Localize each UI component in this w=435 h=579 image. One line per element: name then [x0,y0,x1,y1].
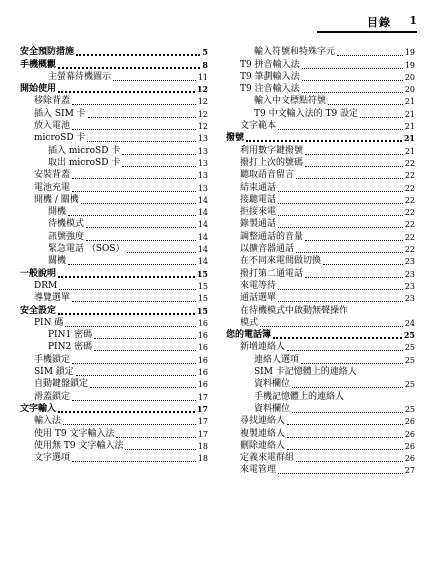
toc-entry-label: 開機 [48,207,67,218]
toc-entry[interactable] [226,403,415,415]
toc-entry-page: 22 [404,195,415,205]
toc-leader-dots [305,277,403,278]
toc-leader-dots [296,461,403,462]
toc-entry-label: 錄製通話 [240,219,277,230]
toc-entry-page: 26 [404,454,415,464]
toc-entry-page: 25 [403,330,415,341]
toc-entry[interactable] [20,341,208,353]
toc-entry[interactable] [20,403,208,415]
toc-leader-dots [296,178,403,179]
toc-entry[interactable] [226,218,415,230]
toc-entry-label: DRM [34,280,58,291]
toc-leader-dots [246,140,402,142]
toc-entry-label: SIM 鎖定 [34,367,74,378]
page-header [0,14,435,34]
toc-entry[interactable] [226,58,415,70]
toc-entry-label: PIN 碼 [34,317,64,328]
toc-entry-page: 14 [197,257,208,267]
toc-entry-label: 安全預防措施 [20,47,75,58]
toc-entry-page: 18 [197,454,208,464]
toc-entry-page: 5 [202,47,208,58]
toc-entry-page: 13 [197,158,208,168]
toc-entry-page: 21 [404,122,415,132]
toc-entry[interactable] [20,329,208,341]
toc-leader-dots [81,203,196,204]
toc-entry[interactable] [226,206,415,218]
toc-entry-label: 取出 microSD 卡 [48,157,121,168]
toc-entry-page: 22 [404,208,415,218]
toc-leader-dots [72,363,196,364]
toc-leader-dots [278,215,403,216]
toc-entry-page: 21 [403,133,415,144]
toc-leader-dots [72,104,196,105]
toc-entry-label: 模式 [240,317,259,328]
toc-entry-label: PIN1 密碼 [48,330,93,341]
toc-entry[interactable] [226,255,415,267]
toc-entry-label: 安裝背蓋 [34,170,71,181]
toc-entry-label: 尋找連絡人 [240,416,286,427]
toc-leader-dots [278,191,403,192]
toc-leader-dots [90,387,196,388]
toc-leader-dots [278,473,403,474]
toc-leader-dots [360,117,403,118]
toc-leader-dots [287,424,403,425]
toc-entry-label: 通話選單 [240,293,277,304]
toc-leader-dots [72,301,196,302]
toc-entry-page: 21 [404,97,415,107]
toc-leader-dots [76,375,196,376]
toc-entry-page: 25 [404,343,415,353]
toc-entry-page: 12 [197,122,208,132]
toc-leader-dots [273,337,402,339]
toc-entry-page: 23 [404,269,415,279]
toc-leader-dots [287,437,403,438]
toc-entry-label: 新增連絡人 [240,342,286,353]
toc-entry-label: 導覽選單 [34,293,71,304]
toc-entry-page: 22 [404,171,415,181]
toc-entry[interactable] [226,378,415,390]
toc-entry-label: 自動鍵盤鎖定 [34,379,89,390]
toc-column-right [226,46,415,476]
toc-entry[interactable] [226,243,415,255]
toc-leader-dots [337,55,403,56]
toc-entry[interactable] [226,157,415,169]
toc-leader-dots [68,264,196,265]
toc-entry[interactable] [226,427,415,439]
toc-entry[interactable] [20,378,208,390]
toc-entry[interactable] [20,452,208,464]
toc-entry-page: 14 [197,208,208,218]
toc-entry[interactable] [20,132,208,144]
toc-entry[interactable] [226,341,415,353]
toc-entry-label: 調整通話的音量 [240,231,304,242]
toc-entry-page: 25 [404,355,415,365]
toc-leader-dots [305,240,403,241]
toc-entry-label: 連絡人選項 [254,354,300,365]
toc-entry-label: 一般說明 [20,268,57,279]
toc-entry-label: 電池充電 [34,182,71,193]
toc-entry-page: 22 [404,158,415,168]
toc-entry[interactable] [20,157,208,169]
toc-entry-label: PIN2 密碼 [48,342,93,353]
toc-leader-dots [72,178,196,179]
toc-entry[interactable] [20,71,208,83]
toc-entry[interactable] [20,194,208,206]
toc-entry-label: 文字範本 [240,121,277,132]
toc-entry[interactable] [226,71,415,83]
toc-entry-label: 插入 microSD 卡 [48,145,121,156]
toc-entry-label: 安全設定 [20,305,57,316]
toc-entry[interactable] [226,415,415,427]
toc-entry-page: 17 [196,403,208,414]
toc-entry[interactable] [226,292,415,304]
toc-entry[interactable] [20,206,208,218]
toc-leader-dots [323,264,403,265]
toc-entry-page: 17 [197,392,208,402]
toc-entry[interactable] [20,280,208,292]
toc-entry-label: 拒接來電 [240,207,277,218]
toc-leader-dots [302,68,403,69]
toc-entry[interactable] [20,304,208,316]
toc-leader-dots [116,437,195,438]
toc-entry-page: 21 [404,146,415,156]
toc-entry-page: 16 [197,380,208,390]
toc-leader-dots [296,252,403,253]
toc-entry-page: 16 [197,343,208,353]
toc-entry-page: 13 [197,183,208,193]
toc-leader-dots [260,326,403,327]
toc-leader-dots [88,117,196,118]
toc-entry[interactable] [20,255,208,267]
toc-entry-page: 20 [404,85,415,95]
toc-entry-label: 利用數字鍵撥號 [240,145,304,156]
toc-entry-label: 接聽電話 [240,194,277,205]
toc-leader-dots [292,412,403,413]
toc-entry[interactable] [20,46,208,58]
toc-entry-page: 14 [197,245,208,255]
toc-entry[interactable] [20,353,208,365]
toc-entry-label: 放入電池 [34,121,71,132]
toc-leader-dots [58,276,195,278]
toc-entry[interactable] [226,366,415,378]
toc-entry-page: 26 [404,441,415,451]
toc-entry-page: 23 [404,281,415,291]
toc-entry-page: 21 [404,109,415,119]
toc-entry[interactable] [20,366,208,378]
toc-entry-page: 16 [197,355,208,365]
toc-entry-label: 來電管理 [240,465,277,476]
toc-leader-dots [87,141,195,142]
toc-entry-page: 14 [197,232,208,242]
toc-entry[interactable] [226,267,415,279]
toc-entry-label: 移除背蓋 [34,96,71,107]
toc-entry[interactable] [226,390,415,402]
toc-leader-dots [287,449,403,450]
toc-leader-dots [305,154,403,155]
toc-entry[interactable] [20,427,208,439]
toc-entry-page: 27 [404,466,415,476]
toc-entry-page: 15 [197,281,208,291]
toc-entry-label: 輸入符號和特殊字元 [254,47,336,58]
toc-entry-page: 19 [404,48,415,58]
toc-entry-label: 在待機模式中啟動無聲操作 [240,305,349,316]
toc-entry-page: 22 [404,220,415,230]
toc-entry[interactable] [226,107,415,119]
toc-entry-page: 12 [197,109,208,119]
toc-entry[interactable] [20,218,208,230]
toc-entry[interactable] [20,317,208,329]
toc-leader-dots [122,166,196,167]
toc-entry-label: 待機模式 [48,219,85,230]
toc-entry-page: 23 [404,294,415,304]
toc-leader-dots [127,252,196,253]
toc-entry[interactable] [20,120,208,132]
toc-leader-dots [328,104,403,105]
toc-entry-label: 主螢幕待機圖示 [48,71,112,82]
toc-entry-label: 資料欄位 [254,403,291,414]
toc-entry-label: 聽取語音留言 [240,170,295,181]
toc-entry-label: 使用 T9 文字輸入法 [34,428,115,439]
toc-entry-label: 手機記憶體上的連絡人 [254,391,345,402]
toc-entry[interactable] [20,144,208,156]
toc-leader-dots [65,326,195,327]
toc-entry-page: 18 [197,441,208,451]
toc-entry-label: 滑蓋鎖定 [34,391,71,402]
toc-leader-dots [58,313,195,315]
toc-entry[interactable] [20,58,208,70]
toc-entry-label: 輸入中文標點符號 [254,96,327,107]
toc-entry-page: 26 [404,429,415,439]
toc-entry-page: 16 [197,368,208,378]
toc-leader-dots [302,80,403,81]
toc-entry[interactable] [226,329,415,341]
toc-entry-label: 撥號 [226,133,245,144]
toc-leader-dots [292,387,403,388]
toc-leader-dots [58,411,195,413]
toc-entry-label: T9 中文輸入法的 T9 設定 [254,108,359,119]
toc-leader-dots [72,191,196,192]
toc-leader-dots [278,301,403,302]
toc-entry[interactable] [20,181,208,193]
toc-entry[interactable] [20,230,208,242]
toc-entry-page: 15 [196,268,208,279]
toc-entry-label: 您的電話簿 [226,330,272,341]
toc-entry-label: microSD 卡 [34,133,86,144]
toc-entry-label: 在不同來電間做切換 [240,256,322,267]
toc-entry[interactable] [20,243,208,255]
toc-entry[interactable] [226,194,415,206]
toc-entry[interactable] [226,83,415,95]
page-header-title: 目錄 [367,16,391,29]
toc-entry-page: 14 [197,195,208,205]
toc-entry-page: 12 [197,97,208,107]
toc-entry[interactable] [226,464,415,476]
toc-entry-label: 緊急電話 （SOS） [48,244,125,255]
toc-leader-dots [94,338,196,339]
toc-entry[interactable] [226,181,415,193]
toc-entry[interactable] [226,144,415,156]
toc-entry[interactable] [226,353,415,365]
toc-leader-dots [125,449,195,450]
toc-entry[interactable] [20,390,208,402]
toc-entry-page: 13 [197,146,208,156]
toc-entry-label: T9 筆劃輸入法 [240,71,300,82]
toc-entry-label: 撥打第二通電話 [240,268,304,279]
toc-leader-dots [63,424,196,425]
toc-entry[interactable] [226,230,415,242]
toc-entry-page: 25 [404,404,415,414]
toc-leader-dots [72,400,196,401]
toc-entry[interactable] [226,46,415,58]
toc-leader-dots [58,91,195,93]
toc-entry[interactable] [20,107,208,119]
toc-entry-label: 刪除連絡人 [240,440,286,451]
toc-leader-dots [122,154,196,155]
toc-entry-label: 來電等待 [240,280,277,291]
toc-entry-label: 訊號強度 [48,231,85,242]
toc-leader-dots [72,129,196,130]
toc-entry[interactable] [226,452,415,464]
toc-entry-page: 14 [197,220,208,230]
toc-leader-dots [86,227,196,228]
toc-entry-page: 11 [197,72,208,82]
toc-entry-label: 結束通話 [240,182,277,193]
toc-entry-page: 17 [197,417,208,427]
toc-entry-label: 關機 [48,256,67,267]
toc-entry[interactable] [20,267,208,279]
toc-leader-dots [278,227,403,228]
toc-leader-dots [68,215,196,216]
toc-entry-page: 24 [404,318,415,328]
toc-leader-dots [301,363,403,364]
toc-entry[interactable] [226,440,415,452]
toc-entry-label: T9 拼音輸入法 [240,59,300,70]
toc-entry-label: T9 注音輸入法 [240,84,300,95]
toc-entry-page: 13 [197,171,208,181]
toc-entry-page: 13 [197,134,208,144]
toc-entry[interactable] [20,95,208,107]
toc-entry-page: 16 [197,318,208,328]
toc-entry[interactable] [20,83,208,95]
toc-entry-page: 8 [202,59,208,70]
header-rule [317,31,417,33]
toc-entry-page: 23 [404,257,415,267]
toc-entry-page: 16 [197,331,208,341]
toc-entry[interactable] [20,440,208,452]
toc-entry-page: 26 [404,417,415,427]
toc-entry[interactable] [226,304,415,316]
toc-entry[interactable] [20,415,208,427]
toc-entry-page: 12 [196,84,208,95]
toc-entry-label: 開機 / 關機 [34,194,79,205]
toc-entry-label: 開始使用 [20,84,57,95]
toc-entry[interactable] [20,292,208,304]
toc-entry-page: 22 [404,183,415,193]
toc-entry-label: 撥打上次的號碼 [240,157,304,168]
toc-entry-page: 22 [404,245,415,255]
toc-leader-dots [76,54,200,56]
toc-entry-page: 15 [196,305,208,316]
toc-entry[interactable] [226,132,415,144]
toc-leader-dots [72,461,196,462]
toc-column-left [20,46,208,464]
toc-entry[interactable] [226,169,415,181]
toc-entry-label: 文字輸入 [20,403,57,414]
toc-entry[interactable] [226,280,415,292]
toc-entry-page: 15 [197,294,208,304]
toc-entry-label: 資料欄位 [254,379,291,390]
toc-entry-page: 19 [404,60,415,70]
toc-entry-label: 插入 SIM 卡 [34,108,86,119]
toc-leader-dots [113,80,196,81]
toc-entry-label: 文字選項 [34,453,71,464]
toc-entry[interactable] [226,317,415,329]
toc-entry-page: 17 [197,429,208,439]
toc-leader-dots [86,240,196,241]
toc-leader-dots [94,350,196,351]
toc-entry[interactable] [226,95,415,107]
toc-entry-label: 輸入法 [34,416,62,427]
toc-entry-label: 手機鎖定 [34,354,71,365]
toc-entry[interactable] [226,120,415,132]
toc-leader-dots [278,203,403,204]
toc-leader-dots [58,67,200,69]
toc-entry-label: 定義來電群組 [240,453,295,464]
toc-entry-label: SIM 卡記憶體上的連絡人 [254,367,357,378]
toc-leader-dots [302,92,403,93]
toc-entry-label: 複製連絡人 [240,428,286,439]
toc-entry-label: 使用無 T9 文字輸入法 [34,440,124,451]
toc-leader-dots [59,289,196,290]
toc-leader-dots [278,289,403,290]
toc-entry-page: 22 [404,232,415,242]
toc-leader-dots [287,350,403,351]
toc-leader-dots [278,129,403,130]
toc-leader-dots [305,166,403,167]
toc-entry-label: 手機概觀 [20,59,57,70]
toc-entry[interactable] [20,169,208,181]
toc-entry-page: 25 [404,380,415,390]
toc-entry-label: 以擴音器通話 [240,244,295,255]
page-number: 1 [409,14,417,27]
toc-entry-page: 20 [404,72,415,82]
